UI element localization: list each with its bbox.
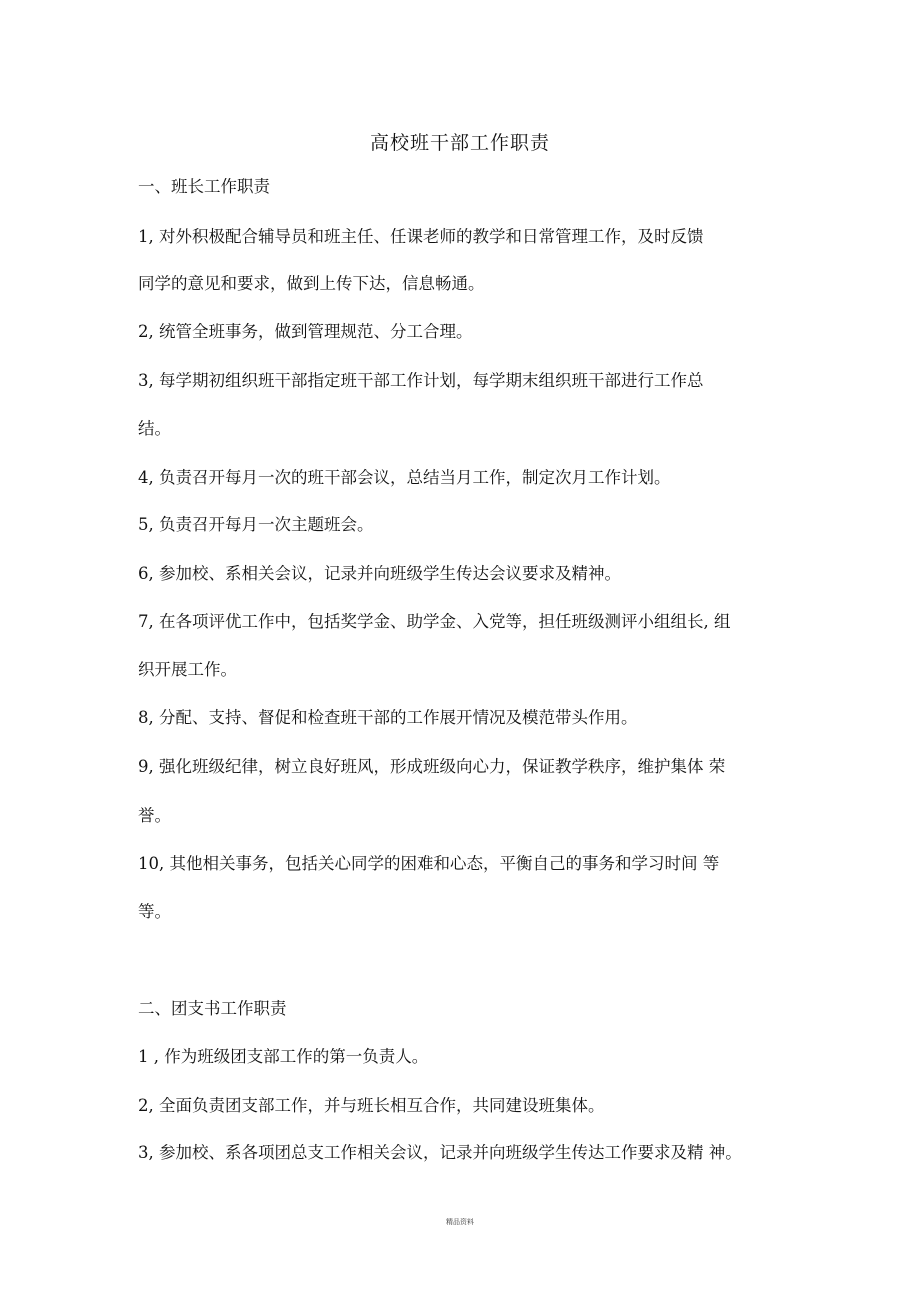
document-title: 高校班干部工作职责 xyxy=(369,132,550,154)
section1-item-5-line1: 5, 负责召开每月一次主题班会。 xyxy=(138,515,374,534)
section1-item-1-line1: 1, 对外积极配合辅导员和班主任、任课老师的教学和日常管理工作，及时反馈 xyxy=(138,227,704,246)
section1-item-8-line1: 8, 分配、支持、督促和检查班干部的工作展开情况及模范带头作用。 xyxy=(138,708,638,727)
section2-heading: 二、团支书工作职责 xyxy=(138,999,287,1018)
section1-item-3-line1: 3, 每学期初组织班干部指定班干部工作计划，每学期末组织班干部进行工作总 xyxy=(138,371,704,390)
section2-item-1-line1: 1 , 作为班级团支部工作的第一负责人。 xyxy=(138,1047,429,1066)
section1-item-4-line1: 4, 负责召开每月一次的班干部会议，总结当月工作，制定次月工作计划。 xyxy=(138,468,671,487)
section1-item-9-line1: 9, 强化班级纪律，树立良好班风，形成班级向心力，保证教学秩序，维护集体 荣 xyxy=(138,757,726,776)
section1-item-1-line2: 同学的意见和要求，做到上传下达，信息畅通。 xyxy=(138,274,485,293)
section2-item-3-line1: 3, 参加校、系各项团总支工作相关会议，记录并向班级学生传达工作要求及精 神。 xyxy=(138,1143,742,1162)
section2-item-2-line1: 2, 全面负责团支部工作，并与班长相互合作，共同建设班集体。 xyxy=(138,1096,605,1115)
section1-item-2-line1: 2, 统管全班事务，做到管理规范、分工合理。 xyxy=(138,322,473,341)
page-footer: 精品资料 xyxy=(446,1218,474,1226)
section1-item-3-line2: 结。 xyxy=(138,419,171,438)
section1-heading: 一、班长工作职责 xyxy=(138,177,270,196)
section1-item-10-line2: 等。 xyxy=(138,902,171,921)
section1-item-7-line2: 织开展工作。 xyxy=(138,660,237,679)
section1-item-6-line1: 6, 参加校、系相关会议，记录并向班级学生传达会议要求及精神。 xyxy=(138,564,621,583)
section1-item-10-line1: 10, 其他相关事务，包括关心同学的困难和心态，平衡自己的事务和学习时间 等 xyxy=(138,854,720,873)
section1-item-9-line2: 誉。 xyxy=(138,806,171,825)
section1-item-7-line1: 7, 在各项评优工作中，包括奖学金、助学金、入党等，担任班级测评小组组长, 组 xyxy=(138,612,731,631)
